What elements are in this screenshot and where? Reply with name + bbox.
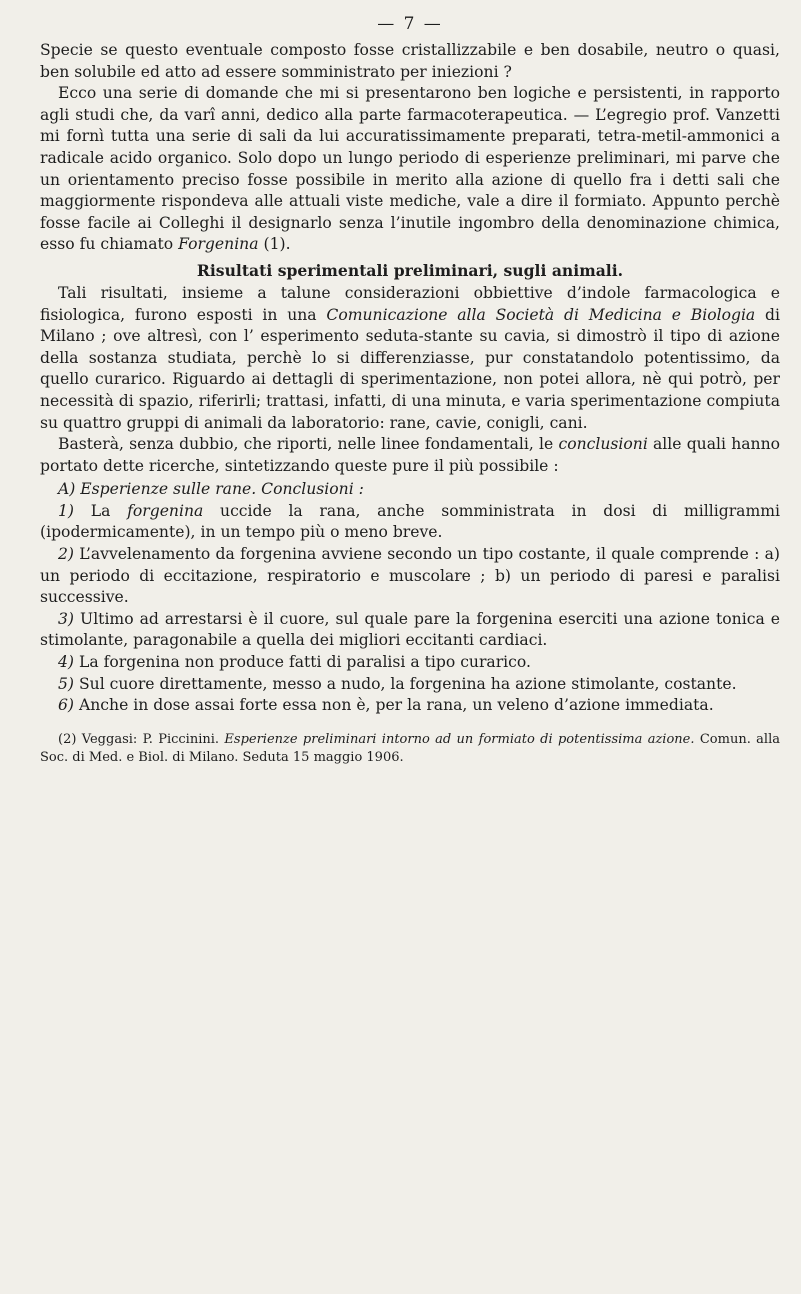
- item-text: uccide la rana, anche somministrata in dosi di milligrammi (ipodermicamente), in un tempo più o meno breve.: [40, 501, 781, 542]
- communication-title: Comunicazione alla Società di Medicina e Biologia: [326, 305, 756, 324]
- item-number: 5): [58, 674, 75, 693]
- item-text: Anche in dose assai forte essa non è, per la rana, un veleno d’azione immediata.: [78, 696, 714, 715]
- results-paragraph-2-part-a: Basterà, senza dubbio, che riporti, nelle linee fondamentali, le: [58, 435, 554, 454]
- item-number: 3): [58, 609, 75, 628]
- conclusion-item: [40, 544, 780, 609]
- results-paragraph-2-part-b: alle quali hanno portato dette ricerche, sintetizzando queste pure il più possibile :: [40, 435, 781, 475]
- item-number: 6): [58, 696, 75, 715]
- item-pre: La: [90, 501, 111, 520]
- section-heading: Risultati sperimentali preliminari, sugli animali.: [196, 260, 624, 280]
- item-em: forgenina: [127, 501, 204, 520]
- item-text: La forgenina non produce fatti di paralisi a tipo curarico.: [78, 653, 531, 672]
- results-paragraph-1-part-b: di Milano ; ove altresì, con l’ esperimento seduta-stante su cavia, si dimostrò il tipo di azione della sostanza studiata, perchè lo si differenziasse, pur constatandolo potentissimo, da quello curarico. Riguardo ai dettagli di sperimentazione, non potei allora, nè qui potrò, per necessità di spazio, riferirli; trattasi, infatti, di una minuta, e varia sperimentazione compiuta su quattro gruppi di animali da laboratorio: rane, cavie, conigli, cani.: [40, 305, 781, 432]
- footnote-reference: (1).: [263, 235, 291, 254]
- document-page: [40, 14, 780, 780]
- intro-paragraph-2: [40, 83, 780, 256]
- conclusion-item: [40, 609, 780, 652]
- forgenina-term: Forgenina: [178, 235, 259, 254]
- conclusions-term: conclusioni: [558, 435, 648, 454]
- item-text: L’avvelenamento da forgenina avviene secondo un tipo costante, il quale comprende : a) un periodo di eccitazione, respiratorio e muscolare ; b) un periodo di paresi e paralisi successive.: [40, 545, 780, 607]
- item-text: Sul cuore direttamente, messo a nudo, la forgenina ha azione stimolante, costante.: [78, 674, 737, 693]
- results-paragraph-1-part-a: Tali risultati, insieme a talune considerazioni obbiettive d’indole farmacologica e fisiologica, furono esposti in una: [40, 283, 780, 324]
- conclusion-item: [40, 501, 780, 544]
- conclusion-item: [40, 652, 780, 674]
- item-number: 1): [58, 501, 75, 520]
- item-number: 4): [58, 653, 75, 672]
- footnote-title: Esperienze preliminari intorno ad un formiato di potentissima azione.: [224, 731, 695, 747]
- item-number: 2): [58, 545, 75, 564]
- subheading-frog-experiments: A) Esperienze sulle rane. Conclusioni :: [58, 480, 364, 499]
- item-text: Ultimo ad arrestarsi è il cuore, sul quale pare la forgenina eserciti una azione tonica e stimolante, paragonabile a quella dei migliori eccitanti cardiaci.: [40, 609, 780, 650]
- intro-paragraph-2-text: Ecco una serie di domande che mi si presentarono ben logiche e persistenti, in rapporto agli studi che, da varî anni, dedico alla parte farmacoterapeutica. — L’egregio prof. Vanzetti mi fornì tutta una serie di sali da lui accuratissimamente preparati, tetra-metil-ammonici a radicale acido organico. Solo dopo un lungo periodo di esperienze preliminari, mi parve che un orientamento preciso fosse possibile in merito alla azione di quello fra i detti sali che maggiormente rispondeva alle attuali viste mediche, vale a dire il formiato. Appunto perchè fosse facile ai Colleghi il designarlo senza l’inutile ingombro della denominazione chimica, esso fu chiamato: [40, 84, 780, 254]
- footnote-lead: Veggasi: P. Piccinini.: [81, 731, 220, 747]
- conclusion-item: [40, 695, 780, 717]
- results-paragraph-2: [40, 434, 780, 477]
- page-number: — 7 —: [377, 14, 443, 34]
- intro-paragraph-1: Specie se questo eventuale composto fosse cristallizzabile e ben dosabile, neutro o quasi, ben solubile ed atto ad essere somministrato per iniezioni ?: [40, 41, 780, 81]
- results-paragraph-1: [40, 283, 780, 434]
- footnote: [40, 731, 780, 767]
- footnote-marker: (2): [58, 731, 77, 747]
- conclusion-item: [40, 674, 780, 696]
- footnote-rest: Comun. alla Soc. di Med. e Biol. di Milano. Seduta 15 maggio 1906.: [40, 731, 781, 765]
